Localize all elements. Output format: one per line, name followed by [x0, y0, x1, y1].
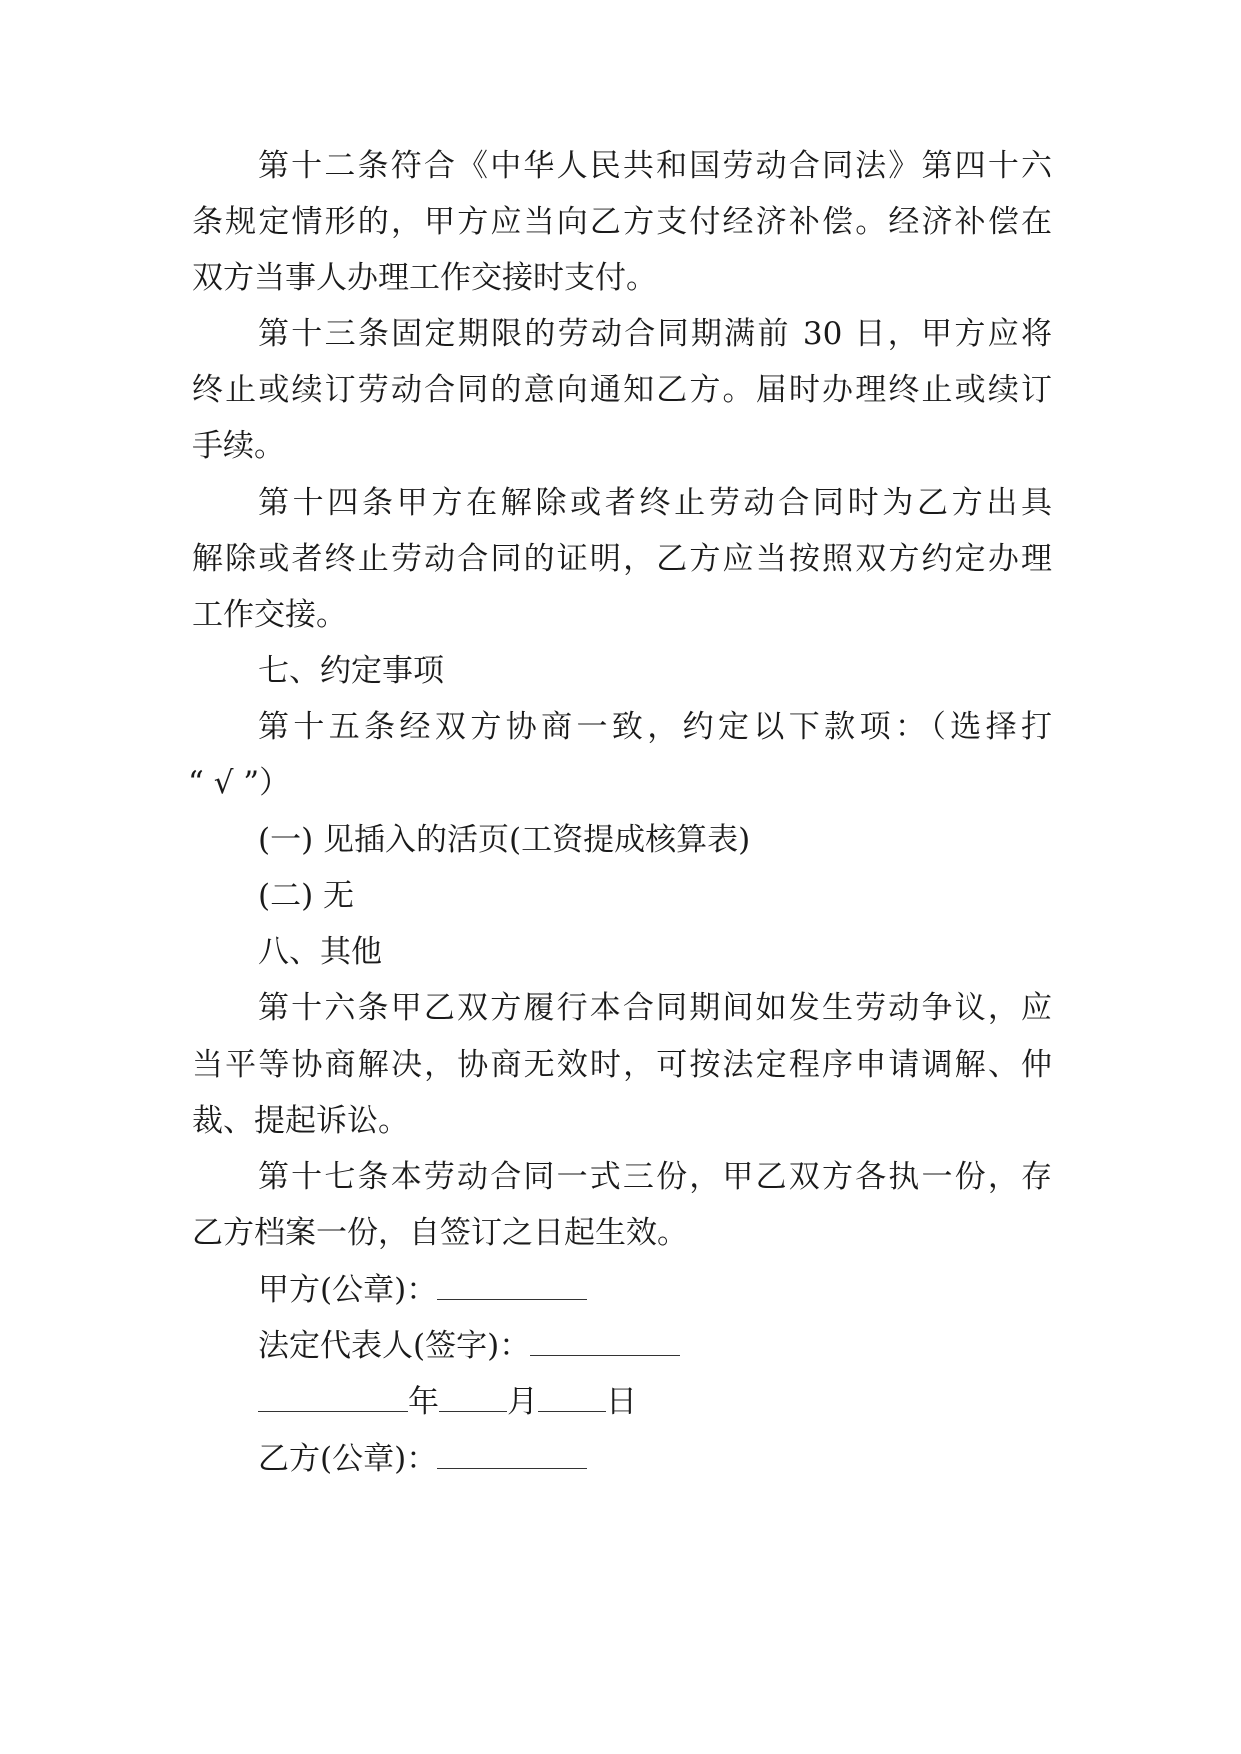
- day-blank[interactable]: [538, 1381, 606, 1412]
- party-a-signature-line: [258, 1268, 1052, 1312]
- clause-15-line-2: “ √ ”）: [188, 765, 291, 801]
- year-label: 年: [408, 1384, 439, 1420]
- clause-17-line-2: 乙方档案一份，自签订之日起生效。: [192, 1215, 688, 1251]
- clause-16-line-3: 裁、提起诉讼。: [192, 1103, 409, 1139]
- legal-rep-signature-line: [258, 1324, 1052, 1368]
- section-7-heading: 七、约定事项: [258, 653, 444, 689]
- clause-14-line-2: 解除或者终止劳动合同的证明，乙方应当按照双方约定办理: [192, 541, 1052, 577]
- clause-13-line-1: 第十三条固定期限的劳动合同期满前 30 日，甲方应将: [258, 316, 1052, 352]
- party-a-blank[interactable]: [437, 1269, 587, 1300]
- clause-17-line-1: 第十七条本劳动合同一式三份，甲乙双方各执一份，存: [258, 1159, 1052, 1195]
- clause-12-line-3: 双方当事人办理工作交接时支付。: [192, 260, 657, 296]
- section-8-heading: 八、其他: [258, 934, 382, 970]
- month-label: 月: [507, 1384, 538, 1420]
- option-1: (一) 见插入的活页(工资提成核算表): [258, 822, 751, 858]
- year-blank[interactable]: [258, 1381, 408, 1412]
- legal-rep-blank[interactable]: [530, 1325, 680, 1356]
- month-blank[interactable]: [439, 1381, 507, 1412]
- clause-13-line-3: 手续。: [192, 428, 285, 464]
- clause-15-line-1: 第十五条经双方协商一致，约定以下款项：（选择打: [258, 709, 1052, 745]
- legal-rep-label: 法定代表人(签字)：: [258, 1328, 531, 1364]
- clause-12-line-2: 条规定情形的，甲方应当向乙方支付经济补偿。经济补偿在: [192, 204, 1052, 240]
- clause-13-line-2: 终止或续订劳动合同的意向通知乙方。届时办理终止或续订: [192, 372, 1052, 408]
- clause-16-line-2: 当平等协商解决，协商无效时，可按法定程序申请调解、仲: [192, 1047, 1052, 1083]
- clause-14-line-1: 第十四条甲方在解除或者终止劳动合同时为乙方出具: [258, 485, 1052, 521]
- party-b-blank[interactable]: [437, 1438, 587, 1469]
- party-b-signature-line: [258, 1437, 1052, 1481]
- option-2: (二) 无: [258, 878, 355, 914]
- clause-12-line-1: 第十二条符合《中华人民共和国劳动合同法》第四十六: [258, 148, 1052, 184]
- clause-14-line-3: 工作交接。: [192, 597, 347, 633]
- date-line: [258, 1380, 1052, 1424]
- party-b-label: 乙方(公章)：: [258, 1441, 438, 1477]
- day-label: 日: [606, 1384, 637, 1420]
- clause-16-line-1: 第十六条甲乙双方履行本合同期间如发生劳动争议，应: [258, 990, 1052, 1026]
- party-a-label: 甲方(公章)：: [258, 1272, 438, 1308]
